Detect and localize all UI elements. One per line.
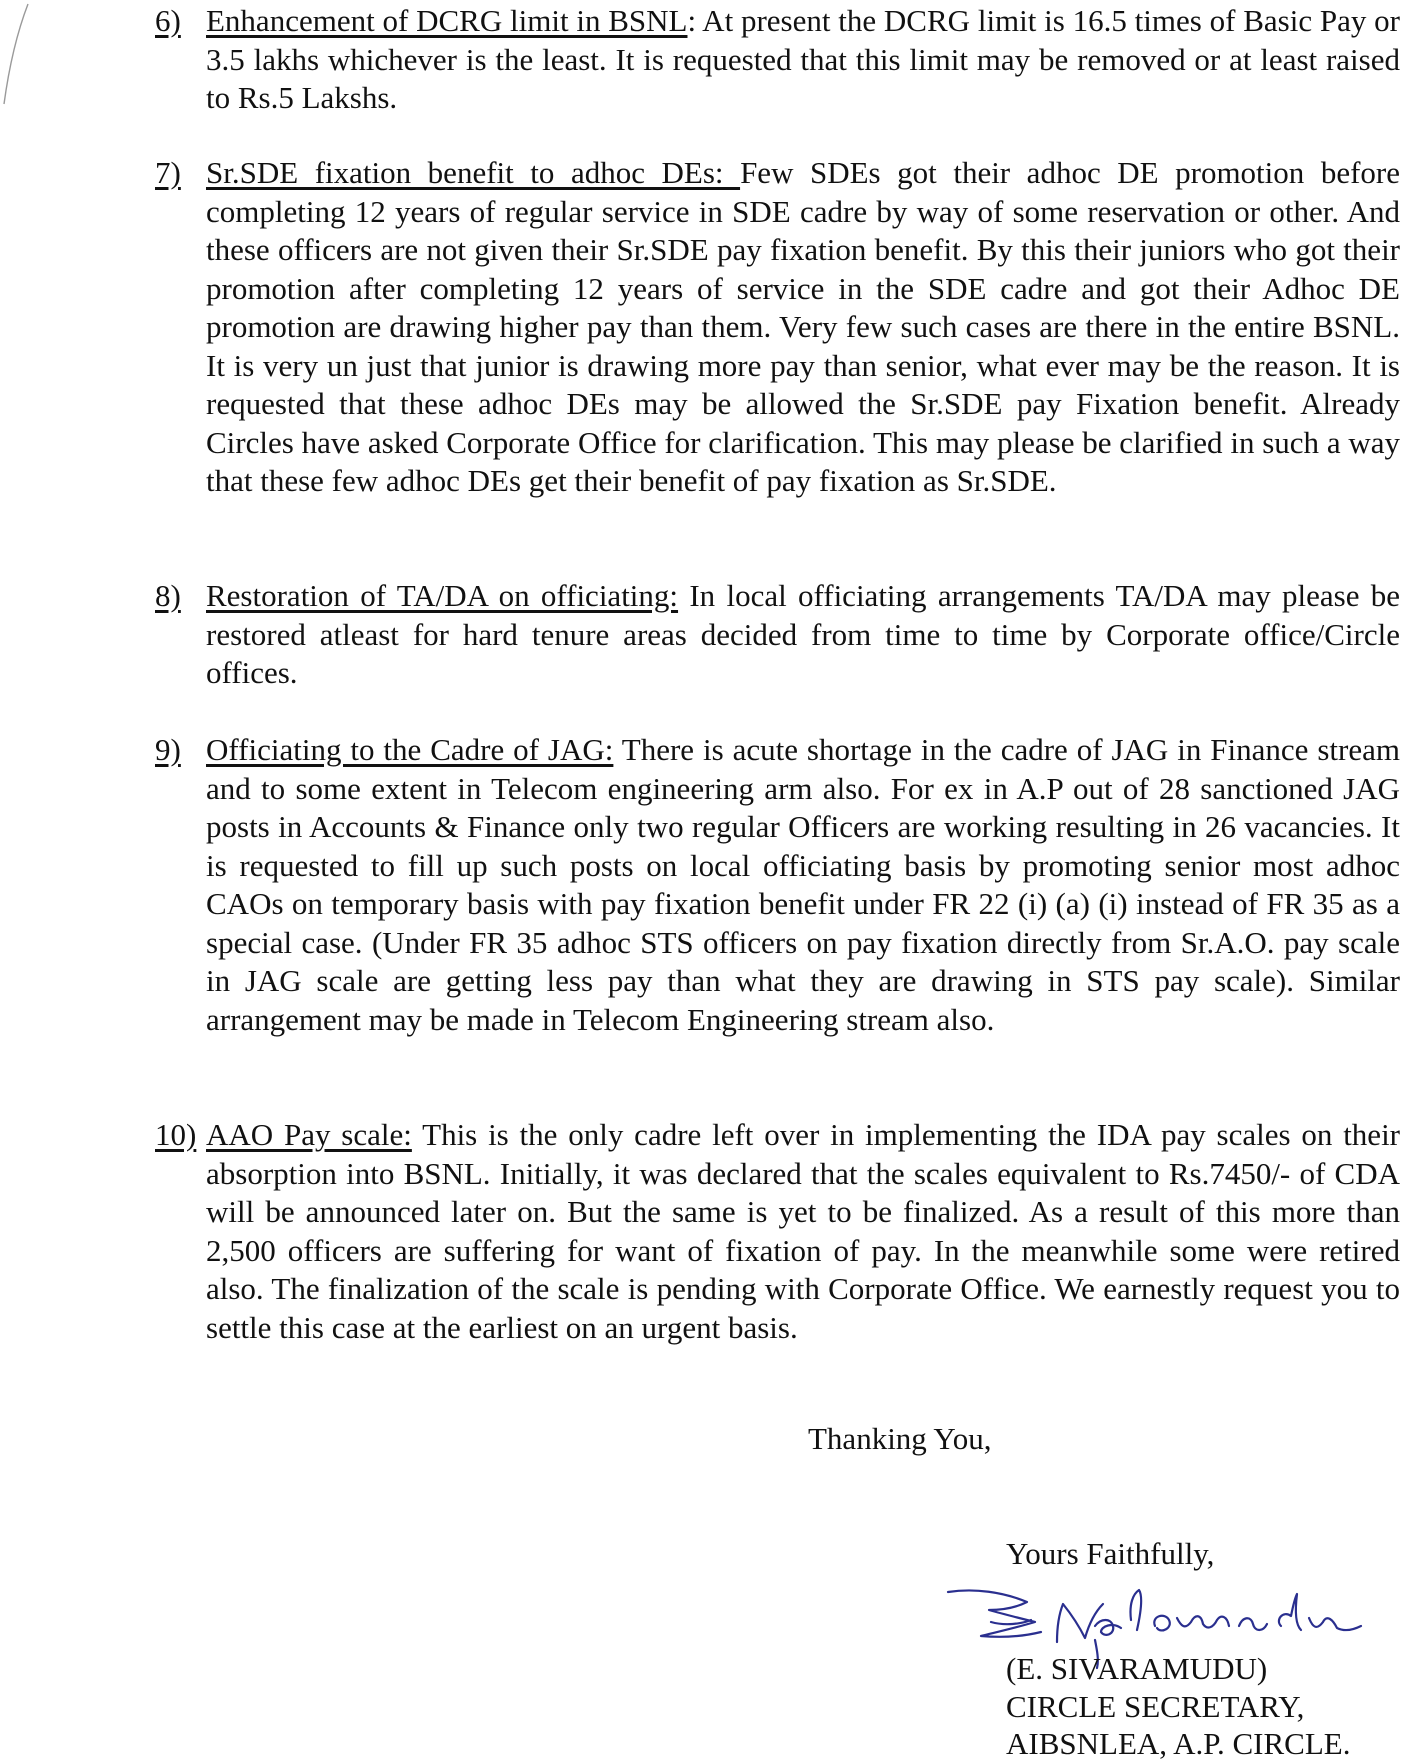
item-paragraph — [206, 577, 1400, 693]
list-item-8 — [155, 577, 1400, 693]
signatory-organisation: AIBSNLEA, A.P. CIRCLE. — [1006, 1726, 1351, 1761]
item-body: This is the only cadre left over in implementing the IDA pay scales on their absorption into BSNL. Initially, it was declared that the scales equivalent to Rs.7450/- of CDA will be announced later on. But the same is yet to be finalized. As a result of this more than 2,500 officers are suffering for want of fixation of pay. In the meanwhile some were retired also. The finalization of the scale is pending with Corporate Office. We earnestly request you to settle this case at the earliest on an urgent basis. — [206, 1117, 1401, 1345]
item-title: Sr.SDE fixation benefit to adhoc DEs: — [206, 155, 741, 190]
item-number: 7) — [155, 155, 181, 190]
item-number: 8) — [155, 578, 181, 613]
signoff-line: Yours Faithfully, — [1006, 1536, 1215, 1571]
signatory-designation: CIRCLE SECRETARY, — [1006, 1688, 1305, 1724]
item-body: In local officiating arrangements TA/DA may please be restored atleast for hard tenure areas decided from time to time by Corporate office/Circle offices. — [206, 578, 1401, 690]
item-number: 9) — [155, 732, 181, 767]
item-title: Enhancement of DCRG limit in BSNL — [206, 3, 688, 38]
list-item-10 — [155, 1116, 1400, 1347]
item-body: Few SDEs got their adhoc DE promotion before completing 12 years of regular service in SDE cadre by way of some reservation or other. And these officers are not given their Sr.SDE pay fixation benefit. By this their juniors who got their promotion after completing 12 years of service in the SDE cadre and got their Adhoc DE promotion are drawing higher pay than them. Very few such cases are there in the entire BSNL. It is very un just that junior is drawing more pay than senior, what ever may be the reason. It is requested that these adhoc DEs may be allowed the Sr.SDE pay Fixation benefit. Already Circles have asked Corporate Office for clarification. This may please be clarified in such a way that these few adhoc DEs get their benefit of pay fixation as Sr.SDE. — [206, 155, 1400, 498]
item-body: There is acute shortage in the cadre of JAG in Finance stream and to some extent in Telecom engineering arm also. For ex in A.P out of 28 sanctioned JAG posts in Accounts & Finance only two regular Officers are working resulting in 26 vacancies. It is requested to fill up such posts on local officiating basis by promoting senior most adhoc CAOs on temporary basis with pay fixation benefit under FR 22 (i) (a) (i) instead of FR 35 as a special case. (Under FR 35 adhoc STS officers on pay fixation directly from Sr.A.O. pay scale in JAG scale are getting less pay than what they are drawing in STS pay scale). Similar arrangement may be made in Telecom Engineering stream also. — [206, 732, 1400, 1037]
item-paragraph — [206, 731, 1400, 1039]
signatory-block — [1006, 1650, 1350, 1763]
closing-line: Thanking You, — [808, 1421, 992, 1456]
item-number: 10) — [155, 1117, 197, 1152]
item-title-separator: : — [687, 3, 697, 38]
item-title: Restoration of TA/DA on officiating: — [206, 578, 679, 613]
item-body: At present the DCRG limit is 16.5 times of Basic Pay or 3.5 lakhs whichever is the least. It is requested that this limit may be removed or at least raised to Rs.5 Lakshs. — [206, 3, 1400, 115]
scan-edge-mark — [0, 0, 60, 110]
item-paragraph — [206, 2, 1400, 118]
item-paragraph — [206, 1116, 1400, 1347]
list-item-6 — [155, 2, 1400, 118]
item-title: Officiating to the Cadre of JAG: — [206, 732, 614, 767]
list-item-9 — [155, 731, 1400, 1039]
item-number: 6) — [155, 3, 181, 38]
signatory-name: (E. SIVARAMUDU) — [1006, 1651, 1268, 1686]
item-paragraph — [206, 154, 1400, 501]
list-item-7 — [155, 154, 1400, 501]
item-title: AAO Pay scale: — [206, 1117, 412, 1152]
